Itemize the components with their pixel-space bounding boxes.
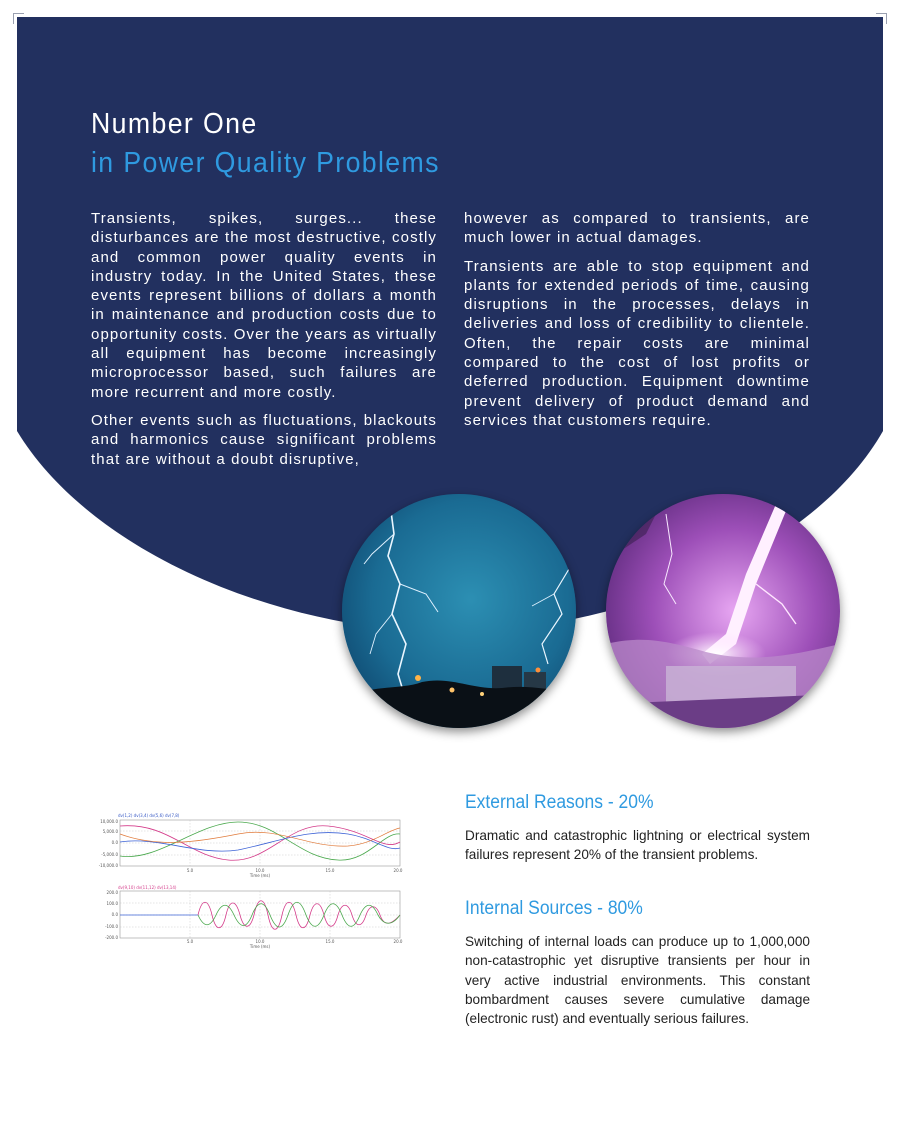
x-tick-label: 20.0	[393, 868, 403, 873]
x-tick-label: 5.0	[186, 939, 194, 944]
title-line-2: in Power Quality Problems	[91, 147, 440, 179]
intro-left-column	[91, 209, 437, 478]
x-tick-label: 10.0	[255, 939, 265, 944]
y-tick-label: -10,000.0	[98, 863, 118, 868]
x-tick-label: 15.0	[325, 868, 335, 873]
x-axis-label: Time (ms)	[249, 873, 271, 878]
y-tick-label: -5,000.0	[101, 852, 118, 857]
intro-paragraph: Other events such as fluctuations, blackouts and harmonics cause significant problems that are without a doubt disruptive,	[91, 411, 437, 468]
intro-right-column	[464, 209, 810, 439]
y-tick-label: 0.0	[111, 840, 118, 845]
svg-text:dv(9,10) dv(11,12) dv(13,14): dv(9,10) dv(11,12) dv(13,14)	[118, 885, 177, 890]
intro-paragraph: Transients, spikes, surges... these disturbances are the most destructive, costly and common power quality events in industry today. In the United States, these events represent billions of dollars a month in maintenance and production costs due to opportunity costs. Over the years as virtually all equipment has become increasingly microprocessor based, such failures are more recurrent and more costly.	[91, 210, 437, 401]
title-line-1: Number One	[91, 108, 258, 140]
external-reasons-heading: External Reasons - 20%	[465, 792, 654, 813]
external-reasons-text: Dramatic and catastrophic lightning or electrical system failures represent 20% of the transient problems.	[465, 828, 810, 863]
svg-text:dv(1,2) dv(3,4) dv(5,6) dv(: dv(1,2) dv(3,4) dv(5,6) dv(7,8)	[118, 813, 180, 818]
x-tick-label: 10.0	[255, 868, 265, 873]
internal-sources-heading: Internal Sources - 80%	[465, 898, 643, 919]
y-tick-label: -200.0	[105, 935, 118, 940]
waveform-plot-current	[98, 884, 406, 950]
waveform-plot-voltage	[98, 812, 406, 880]
lightning-photo-city	[342, 494, 576, 728]
x-tick-label: 15.0	[325, 939, 335, 944]
intro-paragraph: however as compared to transients, are much lower in actual damages.	[464, 210, 810, 247]
y-tick-label: 200.0	[106, 890, 118, 895]
y-tick-label: 10,000.0	[100, 819, 118, 824]
y-tick-label: -100.0	[105, 924, 118, 929]
x-tick-label: 5.0	[186, 868, 194, 873]
lightning-photo-strike	[606, 494, 840, 728]
y-tick-label: 5,000.0	[102, 829, 118, 834]
x-tick-label: 20.0	[393, 939, 403, 944]
y-tick-label: 0.0	[111, 912, 118, 917]
intro-paragraph: Transients are able to stop equipment and plants for extended periods of time, causing disruptions in the processes, delays in deliveries and loss of credibility to clientele. Often, the repair costs are minimal compared to the cost of lost profits or deferred production. Equipment downtime prevent delivery of product demand and services that customers require.	[464, 257, 810, 429]
y-tick-label: 100.0	[106, 901, 118, 906]
internal-sources-text: Switching of internal loads can produce up to 1,000,000 non-catastrophic yet disruptive transients per hour in very active industrial environments. This constant bombardment causes severe cumulative damage (electronic rust) and eventually serious failures.	[465, 934, 810, 1027]
x-axis-label: Time (ms)	[249, 944, 271, 949]
